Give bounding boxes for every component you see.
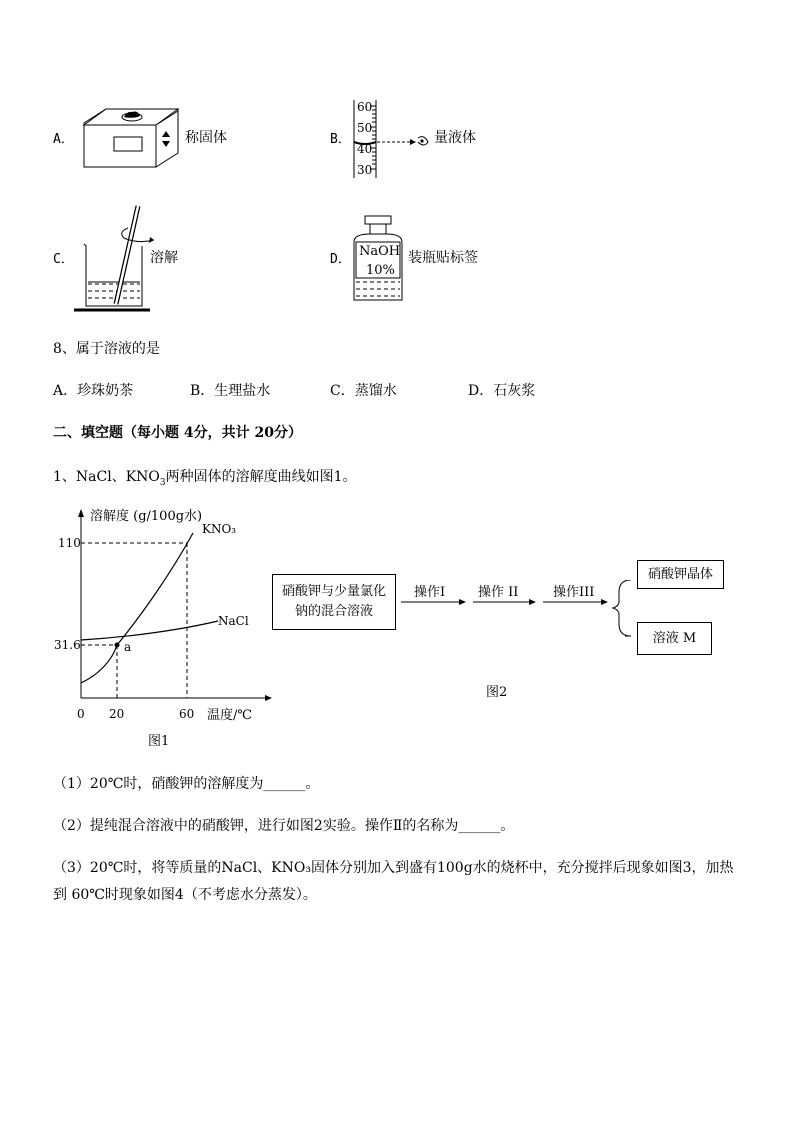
operation-1: 操作I: [414, 585, 446, 600]
fill1-q3-line2: 到 60℃时现象如图4（不考虑水分蒸发）。: [53, 887, 317, 903]
cylinder-tick-60: 60: [357, 100, 373, 114]
x-tick-0: 0: [77, 707, 85, 720]
solution-m-box: 溶液 M: [637, 622, 712, 655]
fill1-q1: （1）20℃时，硝酸钾的溶解度为______。: [53, 776, 320, 792]
y-tick-110: 110: [58, 536, 81, 550]
x-tick-20: 20: [109, 707, 125, 720]
q8-option-c: C．蒸馏水: [330, 383, 397, 399]
fill1-q2: （2）提纯混合溶液中的硝酸钾，进行如图2实验。操作Ⅱ的名称为______。: [53, 818, 515, 834]
series-nacl-line: [81, 621, 218, 640]
solubility-chart: [50, 505, 280, 720]
mixture-box: 硝酸钾与少量氯化钠的混合溶液: [272, 574, 396, 630]
series-nacl-label: NaCl: [218, 614, 249, 628]
option-d-text: 装瓶贴标签: [408, 250, 478, 266]
cylinder-tick-40: 40: [357, 142, 373, 156]
bottle-label-concentration: 10%: [366, 263, 395, 278]
x-tick-60: 60: [179, 707, 195, 720]
option-d-letter: D．: [330, 252, 351, 267]
option-b-letter: B．: [330, 132, 351, 147]
section-title: 二、填空题（每小题 4分，共计 20分）: [53, 425, 302, 441]
option-a-text: 称固体: [185, 130, 227, 146]
q8-option-b: B．生理盐水: [190, 383, 271, 399]
q8-stem: 8、属于溶液的是: [53, 341, 160, 357]
chart-caption: 图1: [148, 734, 170, 749]
bottle-label-formula: NaOH: [359, 244, 401, 259]
operation-3: 操作III: [553, 585, 595, 600]
y-tick-31-6: 31.6: [54, 638, 81, 652]
option-c-letter: C．: [53, 252, 74, 267]
cylinder-tick-30: 30: [357, 163, 373, 177]
balance-icon: [82, 107, 182, 171]
cylinder-tick-50: 50: [357, 121, 373, 135]
series-kno3-line: [81, 533, 193, 683]
chart-ylabel: 溶解度 (g/100g水): [90, 509, 203, 524]
x-axis-arrow: [265, 695, 272, 701]
point-a: [115, 643, 120, 648]
option-c-text: 溶解: [150, 250, 178, 266]
y-axis-arrow: [78, 509, 84, 517]
chart-xlabel: 温度/℃: [207, 708, 252, 723]
fig2-caption: 图2: [486, 685, 508, 700]
point-a-label: a: [124, 640, 132, 654]
q8-option-d: D．石灰浆: [468, 383, 536, 399]
option-b-text: 量液体: [434, 130, 476, 146]
fill1-stem: 1、NaCl、$KNO_3$两种固体的溶解度曲线如图1。: [53, 469, 357, 488]
fill1-q3-line1: （3）20℃时，将等质量的NaCl、KNO₃固体分别加入到盛有100g水的烧杯中，充分搅拌后现象如图3，加热: [53, 860, 734, 876]
q8-option-a: A．珍珠奶茶: [53, 383, 134, 399]
series-kno3-label: KNO₃: [202, 522, 237, 536]
beaker-stirring-icon: [74, 204, 154, 314]
crystal-output-box: 硝酸钾晶体: [637, 560, 724, 589]
operation-2: 操作 II: [478, 585, 519, 600]
option-a-letter: A．: [53, 132, 74, 147]
